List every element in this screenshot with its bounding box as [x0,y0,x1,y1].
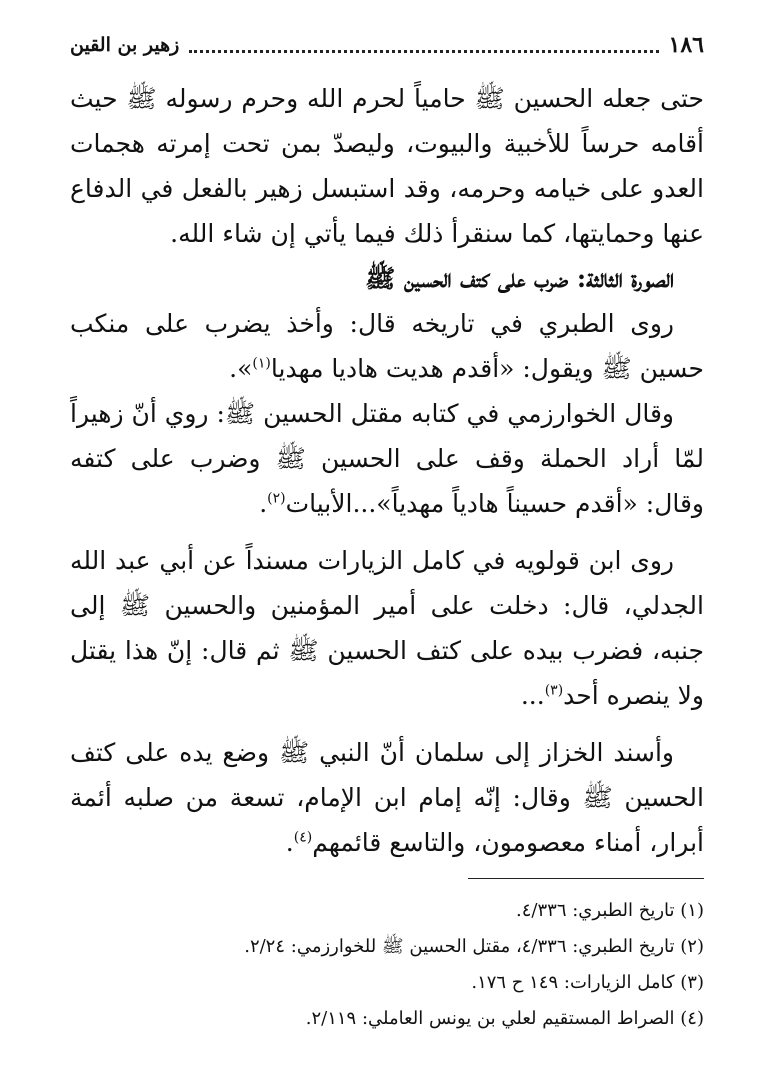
paragraph-2 [70,301,704,391]
paragraph-5 [70,730,704,865]
footnotes [70,893,704,1037]
footnote-3: (٣) كامل الزيارات: ١٤٩ ح ١٧٦. [471,972,704,993]
footnote-ref-4: (٤) [293,829,313,846]
footnote-2: (٢) تاريخ الطبري: ٤/٣٣٦، مقتل الحسين ﷺ للخوارزمي: ٢/٢٤. [244,936,704,957]
paragraph-2-text: روى الطبري في تاريخه قال: وأخذ يضرب على منكب حسين ﷺ ويقول: «أقدم هديت هاديا مهديا [70,309,704,383]
paragraph-5-text: وأسند الخزاز إلى سلمان أنّ النبي ﷺ وضع يده على كتف الحسين ﷺ وقال: إنّه إمام ابن الإمام، تسعة من صلبه أئمة أبرار، أمناء معصومون، والتاسع قائمهم [70,738,704,857]
paragraph-4-end: ... [520,681,545,710]
section-heading: الصورة الثالثة: ضرب على كتف الحسين ﷺ [365,264,674,293]
footnote-ref-2: (٢) [267,490,286,507]
paragraph-2-end: ». [229,354,253,383]
paragraph-3-end: . [259,489,268,518]
footnote-4: (٤) الصراط المستقيم لعلي بن يونس العاملي: ٢/١١٩. [305,1008,704,1029]
footnote-ref-1: (١) [252,355,271,372]
paragraph-1: حتى جعله الحسين ﷺ حامياً لحرم الله وحرم رسوله ﷺ حيث أقامه حرساً للأخبية والبيوت، وليصدّ بمن تحت إمرته هجمات العدو على خيامه وحرمه، وقد استبسل زهير بالفعل في الدفاع عنها وحمايتها، كما سنقرأ ذلك فيما يأتي إن شاء الله. [70,84,704,248]
main-text [70,76,704,865]
page-number: ١٨٦ [668,32,704,58]
header-dot-leader [189,50,658,53]
paragraph-3 [70,391,704,526]
running-title: زهير بن القين [70,34,180,56]
paragraph-5-end: . [285,828,294,857]
running-header [70,28,704,62]
paragraph-4 [70,538,704,718]
footnote-1: (١) تاريخ الطبري: ٤/٣٣٦. [516,900,704,921]
footnote-ref-3: (٣) [544,682,564,699]
paragraph-4-text: روى ابن قولويه في كامل الزيارات مسنداً عن أبي عبد الله الجدلي، قال: دخلت على أمير المؤمنين والحسين ﷺ إلى جنبه، فضرب بيده على كتف الحسين ﷺ ثم قال: إنّ هذا يقتل ولا ينصره أحد [70,546,704,710]
footnote-separator [468,878,704,879]
paragraph-3-text: وقال الخوارزمي في كتابه مقتل الحسين ﷺ: روي أنّ زهيراً لمّا أراد الحملة وقف على الحسين ﷺ وضرب على كتفه وقال: «أقدم حسيناً هادياً مهدياً»...الأبيات [70,399,704,518]
